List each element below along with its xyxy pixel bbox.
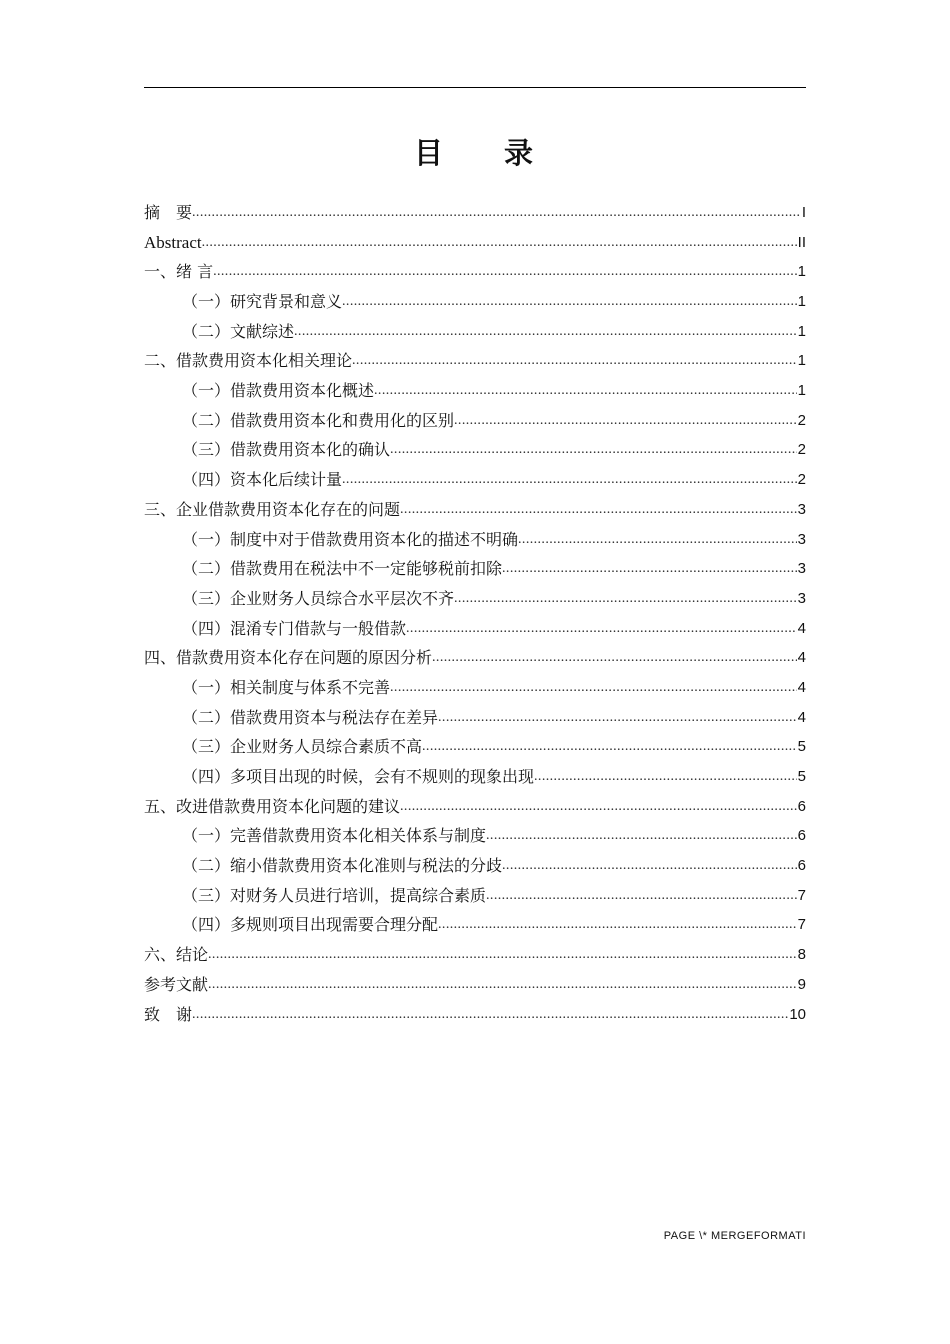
table-of-contents <box>144 198 806 1029</box>
toc-title-char-2: 录 <box>504 136 537 170</box>
toc-entry[interactable] <box>144 703 806 733</box>
toc-entry-label: （二）文献综述 <box>182 321 295 341</box>
toc-dot-leader <box>352 346 797 376</box>
page-footer-field: PAGE \* MERGEFORMATI <box>663 1230 806 1242</box>
toc-entry-page-number: 3 <box>797 589 806 607</box>
toc-entry[interactable] <box>144 436 806 466</box>
toc-entry-label: 一、绪 言 <box>144 262 214 282</box>
toc-entry-label: （三）对财务人员进行培训，提高综合素质 <box>182 885 487 905</box>
toc-entry-label: （二）缩小借款费用资本化准则与税法的分歧 <box>182 856 503 876</box>
toc-entry-page-number: 7 <box>797 886 806 904</box>
toc-entry-page-number: 1 <box>797 352 806 370</box>
toc-dot-leader <box>454 406 797 436</box>
toc-entry-page-number: 1 <box>797 293 806 311</box>
toc-entry-label: 摘 要 <box>144 202 193 222</box>
toc-dot-leader <box>192 1000 788 1030</box>
toc-entry-label: （一）制度中对于借款费用资本化的描述不明确 <box>182 529 519 549</box>
toc-dot-leader <box>534 762 797 792</box>
toc-entry-label: （三）企业财务人员综合素质不高 <box>182 737 423 757</box>
toc-dot-leader <box>342 287 797 317</box>
toc-entry-label: （一）相关制度与体系不完善 <box>182 677 391 697</box>
toc-entry[interactable] <box>144 346 806 376</box>
toc-entry-page-number: 4 <box>797 649 806 667</box>
toc-entry-page-number: 2 <box>797 411 806 429</box>
toc-entry-label: （二）借款费用资本化和费用化的区别 <box>182 410 455 430</box>
toc-entry-page-number: 2 <box>797 441 806 459</box>
toc-entry-label: 六、结论 <box>144 945 209 965</box>
toc-entry[interactable] <box>144 1000 806 1030</box>
toc-entry[interactable] <box>144 851 806 881</box>
toc-entry-label: 二、借款费用资本化相关理论 <box>144 351 353 371</box>
toc-entry-label: Abstract <box>144 232 202 252</box>
toc-dot-leader <box>342 465 797 495</box>
toc-entry[interactable] <box>144 881 806 911</box>
toc-entry[interactable] <box>144 465 806 495</box>
toc-entry-label: （一）借款费用资本化概述 <box>182 381 375 401</box>
toc-entry-page-number: 1 <box>797 382 806 400</box>
toc-entry[interactable] <box>144 198 806 228</box>
toc-dot-leader <box>208 940 797 970</box>
toc-entry-label: （四）资本化后续计量 <box>182 470 343 490</box>
toc-entry-page-number: 10 <box>789 1005 806 1023</box>
toc-dot-leader <box>438 703 797 733</box>
toc-entry-label: （四）多项目出现的时候，会有不规则的现象出现 <box>182 767 535 787</box>
toc-entry-page-number: I <box>801 203 806 221</box>
toc-dot-leader <box>213 257 797 287</box>
toc-dot-leader <box>406 614 797 644</box>
toc-entry[interactable] <box>144 257 806 287</box>
toc-dot-leader <box>486 821 797 851</box>
toc-entry-page-number: 2 <box>797 471 806 489</box>
toc-title <box>144 131 806 172</box>
toc-entry-page-number: 8 <box>797 946 806 964</box>
toc-entry[interactable] <box>144 376 806 406</box>
toc-entry-page-number: 4 <box>797 678 806 696</box>
toc-dot-leader <box>208 970 797 1000</box>
toc-title-char-1: 目 <box>413 136 446 170</box>
toc-dot-leader <box>518 525 797 555</box>
toc-entry-label: 致 谢 <box>144 1004 193 1024</box>
toc-entry-label: 参考文献 <box>144 974 209 994</box>
toc-entry-page-number: 3 <box>797 530 806 548</box>
toc-dot-leader <box>390 673 797 703</box>
toc-entry-label: （四）混淆专门借款与一般借款 <box>182 618 407 638</box>
toc-entry-page-number: 5 <box>797 738 806 756</box>
toc-entry[interactable] <box>144 554 806 584</box>
toc-entry-label: （二）借款费用资本与税法存在差异 <box>182 707 439 727</box>
toc-entry-page-number: 1 <box>797 322 806 340</box>
toc-entry-page-number: 6 <box>797 827 806 845</box>
toc-entry-page-number: II <box>797 233 806 251</box>
toc-entry[interactable] <box>144 525 806 555</box>
toc-entry-label: （三）企业财务人员综合水平层次不齐 <box>182 588 455 608</box>
toc-entry-label: （二）借款费用在税法中不一定能够税前扣除 <box>182 559 503 579</box>
toc-entry-page-number: 4 <box>797 708 806 726</box>
toc-dot-leader <box>438 910 797 940</box>
toc-dot-leader <box>294 317 797 347</box>
toc-dot-leader <box>432 643 797 673</box>
toc-dot-leader <box>422 732 797 762</box>
toc-entry-page-number: 3 <box>797 560 806 578</box>
toc-entry-page-number: 9 <box>797 975 806 993</box>
toc-entry-label: （一）研究背景和意义 <box>182 292 343 312</box>
toc-entry-page-number: 7 <box>797 916 806 934</box>
toc-entry[interactable] <box>144 792 806 822</box>
toc-dot-leader <box>486 881 797 911</box>
toc-entry[interactable] <box>144 317 806 347</box>
toc-dot-leader <box>192 198 801 228</box>
toc-entry-label: （四）多规则项目出现需要合理分配 <box>182 915 439 935</box>
toc-entry[interactable] <box>144 940 806 970</box>
toc-entry-label: 三、企业借款费用资本化存在的问题 <box>144 499 401 519</box>
toc-entry-page-number: 6 <box>797 797 806 815</box>
toc-entry-page-number: 6 <box>797 857 806 875</box>
toc-dot-leader <box>390 435 797 465</box>
toc-entry[interactable] <box>144 643 806 673</box>
toc-entry[interactable] <box>144 673 806 703</box>
toc-entry-label: （三）借款费用资本化的确认 <box>182 440 391 460</box>
toc-dot-leader <box>374 376 797 406</box>
toc-entry-page-number: 5 <box>797 768 806 786</box>
toc-entry[interactable] <box>144 970 806 1000</box>
toc-entry[interactable] <box>144 228 806 258</box>
toc-entry[interactable] <box>144 614 806 644</box>
toc-entry-label: （一）完善借款费用资本化相关体系与制度 <box>182 826 487 846</box>
header-rule <box>144 87 806 88</box>
toc-entry[interactable] <box>144 495 806 525</box>
toc-entry-page-number: 4 <box>797 619 806 637</box>
toc-dot-leader <box>400 792 797 822</box>
toc-entry[interactable] <box>144 406 806 436</box>
toc-entry[interactable] <box>144 911 806 941</box>
toc-dot-leader <box>202 228 797 258</box>
toc-entry[interactable] <box>144 762 806 792</box>
toc-dot-leader <box>502 851 797 881</box>
toc-dot-leader <box>454 584 797 614</box>
toc-entry[interactable] <box>144 584 806 614</box>
toc-entry-page-number: 1 <box>797 263 806 281</box>
toc-dot-leader <box>400 495 797 525</box>
toc-entry[interactable] <box>144 821 806 851</box>
toc-entry-label: 四、借款费用资本化存在问题的原因分析 <box>144 648 433 668</box>
toc-dot-leader <box>502 554 797 584</box>
toc-entry[interactable] <box>144 732 806 762</box>
toc-entry-page-number: 3 <box>797 500 806 518</box>
toc-entry-label: 五、改进借款费用资本化问题的建议 <box>144 796 401 816</box>
toc-entry[interactable] <box>144 287 806 317</box>
